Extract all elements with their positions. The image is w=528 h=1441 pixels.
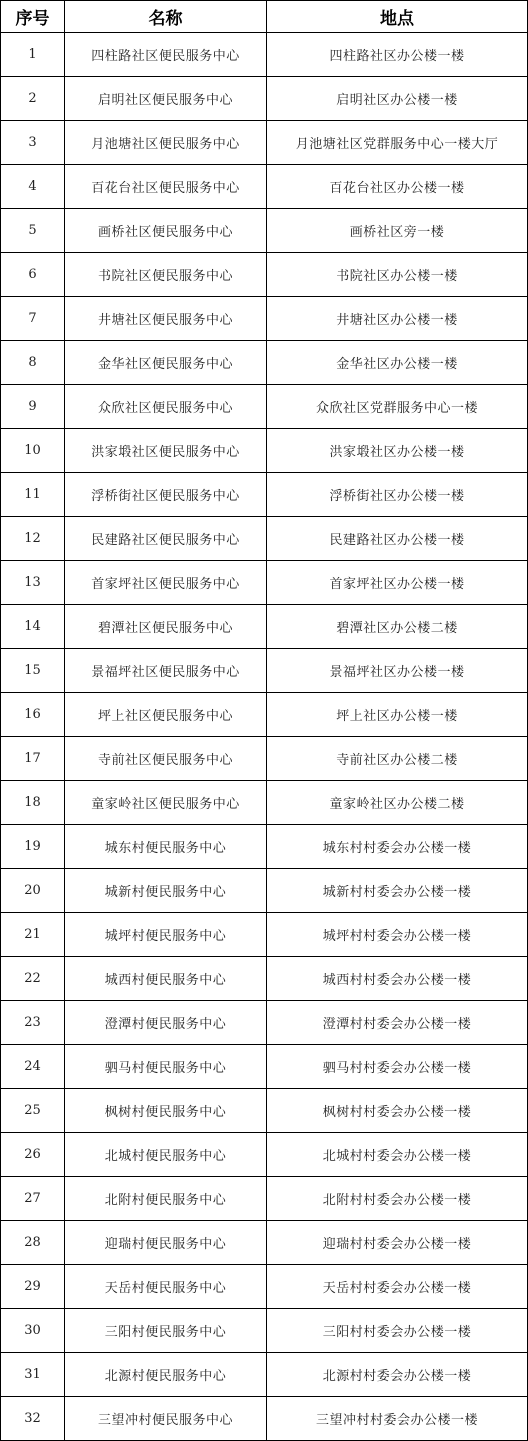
row-location-cell: 洪家塅社区办公楼一楼 <box>267 429 528 473</box>
row-location-cell: 金华社区办公楼一楼 <box>267 341 528 385</box>
row-name-cell: 坪上社区便民服务中心 <box>65 693 267 737</box>
row-location-cell: 四柱路社区办公楼一楼 <box>267 33 528 77</box>
header-location: 地点 <box>267 1 528 33</box>
row-index-cell: 15 <box>1 649 65 693</box>
row-location-cell: 北附村村委会办公楼一楼 <box>267 1177 528 1221</box>
table-row <box>1 1353 528 1397</box>
table-row <box>1 605 528 649</box>
row-name-cell: 城西村便民服务中心 <box>65 957 267 1001</box>
row-name-cell: 驷马村便民服务中心 <box>65 1045 267 1089</box>
table-row <box>1 473 528 517</box>
row-location-cell: 迎瑞村村委会办公楼一楼 <box>267 1221 528 1265</box>
row-name-cell: 寺前社区便民服务中心 <box>65 737 267 781</box>
row-name-cell: 碧潭社区便民服务中心 <box>65 605 267 649</box>
row-index-cell: 6 <box>1 253 65 297</box>
header-index: 序号 <box>1 1 65 33</box>
row-index-cell: 19 <box>1 825 65 869</box>
row-name-cell: 书院社区便民服务中心 <box>65 253 267 297</box>
row-index-cell: 7 <box>1 297 65 341</box>
row-name-cell: 北城村便民服务中心 <box>65 1133 267 1177</box>
row-name-cell: 北附村便民服务中心 <box>65 1177 267 1221</box>
row-location-cell: 浮桥街社区办公楼一楼 <box>267 473 528 517</box>
row-location-cell: 众欣社区党群服务中心一楼 <box>267 385 528 429</box>
table-row <box>1 825 528 869</box>
row-index-cell: 22 <box>1 957 65 1001</box>
table-row <box>1 869 528 913</box>
row-name-cell: 月池塘社区便民服务中心 <box>65 121 267 165</box>
table-body <box>1 33 528 1441</box>
row-location-cell: 城新村村委会办公楼一楼 <box>267 869 528 913</box>
row-name-cell: 浮桥街社区便民服务中心 <box>65 473 267 517</box>
table-row <box>1 253 528 297</box>
row-index-cell: 29 <box>1 1265 65 1309</box>
row-location-cell: 民建路社区办公楼一楼 <box>267 517 528 561</box>
row-name-cell: 四柱路社区便民服务中心 <box>65 33 267 77</box>
table-row <box>1 33 528 77</box>
table-row <box>1 1089 528 1133</box>
row-name-cell: 三阳村便民服务中心 <box>65 1309 267 1353</box>
header-name: 名称 <box>65 1 267 33</box>
row-location-cell: 碧潭社区办公楼二楼 <box>267 605 528 649</box>
table-row <box>1 913 528 957</box>
row-location-cell: 枫树村村委会办公楼一楼 <box>267 1089 528 1133</box>
row-index-cell: 5 <box>1 209 65 253</box>
row-index-cell: 2 <box>1 77 65 121</box>
row-name-cell: 首家坪社区便民服务中心 <box>65 561 267 605</box>
table-row <box>1 693 528 737</box>
table-row <box>1 1221 528 1265</box>
row-name-cell: 民建路社区便民服务中心 <box>65 517 267 561</box>
table-row <box>1 1133 528 1177</box>
row-location-cell: 首家坪社区办公楼一楼 <box>267 561 528 605</box>
table-row <box>1 1309 528 1353</box>
row-location-cell: 天岳村村委会办公楼一楼 <box>267 1265 528 1309</box>
row-name-cell: 澄潭村便民服务中心 <box>65 1001 267 1045</box>
row-index-cell: 32 <box>1 1397 65 1441</box>
table-row <box>1 165 528 209</box>
row-location-cell: 画桥社区旁一楼 <box>267 209 528 253</box>
table-row <box>1 429 528 473</box>
table-row <box>1 737 528 781</box>
row-location-cell: 井塘社区办公楼一楼 <box>267 297 528 341</box>
row-name-cell: 迎瑞村便民服务中心 <box>65 1221 267 1265</box>
row-index-cell: 24 <box>1 1045 65 1089</box>
row-index-cell: 4 <box>1 165 65 209</box>
table-row <box>1 1397 528 1441</box>
table-row <box>1 77 528 121</box>
row-name-cell: 天岳村便民服务中心 <box>65 1265 267 1309</box>
row-location-cell: 三阳村村委会办公楼一楼 <box>267 1309 528 1353</box>
row-index-cell: 31 <box>1 1353 65 1397</box>
row-location-cell: 北城村村委会办公楼一楼 <box>267 1133 528 1177</box>
row-index-cell: 10 <box>1 429 65 473</box>
row-location-cell: 寺前社区办公楼二楼 <box>267 737 528 781</box>
row-index-cell: 12 <box>1 517 65 561</box>
row-name-cell: 众欣社区便民服务中心 <box>65 385 267 429</box>
table-row <box>1 209 528 253</box>
row-location-cell: 启明社区办公楼一楼 <box>267 77 528 121</box>
row-index-cell: 9 <box>1 385 65 429</box>
row-name-cell: 百花台社区便民服务中心 <box>65 165 267 209</box>
table-row <box>1 561 528 605</box>
table-row <box>1 517 528 561</box>
row-index-cell: 21 <box>1 913 65 957</box>
table-header <box>1 1 528 33</box>
row-name-cell: 金华社区便民服务中心 <box>65 341 267 385</box>
table-row <box>1 1177 528 1221</box>
row-index-cell: 25 <box>1 1089 65 1133</box>
row-name-cell: 枫树村便民服务中心 <box>65 1089 267 1133</box>
row-index-cell: 20 <box>1 869 65 913</box>
table-row <box>1 341 528 385</box>
row-index-cell: 17 <box>1 737 65 781</box>
header-row <box>1 1 528 33</box>
row-index-cell: 28 <box>1 1221 65 1265</box>
row-location-cell: 百花台社区办公楼一楼 <box>267 165 528 209</box>
table-row <box>1 957 528 1001</box>
table-row <box>1 649 528 693</box>
row-location-cell: 坪上社区办公楼一楼 <box>267 693 528 737</box>
row-name-cell: 童家岭社区便民服务中心 <box>65 781 267 825</box>
row-name-cell: 城东村便民服务中心 <box>65 825 267 869</box>
row-name-cell: 启明社区便民服务中心 <box>65 77 267 121</box>
row-index-cell: 11 <box>1 473 65 517</box>
row-name-cell: 画桥社区便民服务中心 <box>65 209 267 253</box>
table-row <box>1 1045 528 1089</box>
row-index-cell: 30 <box>1 1309 65 1353</box>
row-location-cell: 驷马村村委会办公楼一楼 <box>267 1045 528 1089</box>
row-index-cell: 16 <box>1 693 65 737</box>
row-name-cell: 城坪村便民服务中心 <box>65 913 267 957</box>
row-location-cell: 三望冲村村委会办公楼一楼 <box>267 1397 528 1441</box>
row-name-cell: 井塘社区便民服务中心 <box>65 297 267 341</box>
row-index-cell: 8 <box>1 341 65 385</box>
row-index-cell: 26 <box>1 1133 65 1177</box>
row-location-cell: 澄潭村村委会办公楼一楼 <box>267 1001 528 1045</box>
row-index-cell: 18 <box>1 781 65 825</box>
row-index-cell: 3 <box>1 121 65 165</box>
table-row <box>1 121 528 165</box>
row-location-cell: 月池塘社区党群服务中心一楼大厅 <box>267 121 528 165</box>
row-name-cell: 北源村便民服务中心 <box>65 1353 267 1397</box>
row-index-cell: 13 <box>1 561 65 605</box>
row-location-cell: 童家岭社区办公楼二楼 <box>267 781 528 825</box>
row-index-cell: 23 <box>1 1001 65 1045</box>
row-location-cell: 景福坪社区办公楼一楼 <box>267 649 528 693</box>
row-location-cell: 城坪村村委会办公楼一楼 <box>267 913 528 957</box>
table-row <box>1 1001 528 1045</box>
table-row <box>1 1265 528 1309</box>
row-location-cell: 城西村村委会办公楼一楼 <box>267 957 528 1001</box>
row-name-cell: 三望冲村便民服务中心 <box>65 1397 267 1441</box>
table-row <box>1 297 528 341</box>
row-location-cell: 城东村村委会办公楼一楼 <box>267 825 528 869</box>
row-location-cell: 北源村村委会办公楼一楼 <box>267 1353 528 1397</box>
row-index-cell: 1 <box>1 33 65 77</box>
table-row <box>1 781 528 825</box>
row-index-cell: 14 <box>1 605 65 649</box>
table-row <box>1 385 528 429</box>
row-index-cell: 27 <box>1 1177 65 1221</box>
row-name-cell: 城新村便民服务中心 <box>65 869 267 913</box>
row-name-cell: 洪家塅社区便民服务中心 <box>65 429 267 473</box>
row-name-cell: 景福坪社区便民服务中心 <box>65 649 267 693</box>
row-location-cell: 书院社区办公楼一楼 <box>267 253 528 297</box>
